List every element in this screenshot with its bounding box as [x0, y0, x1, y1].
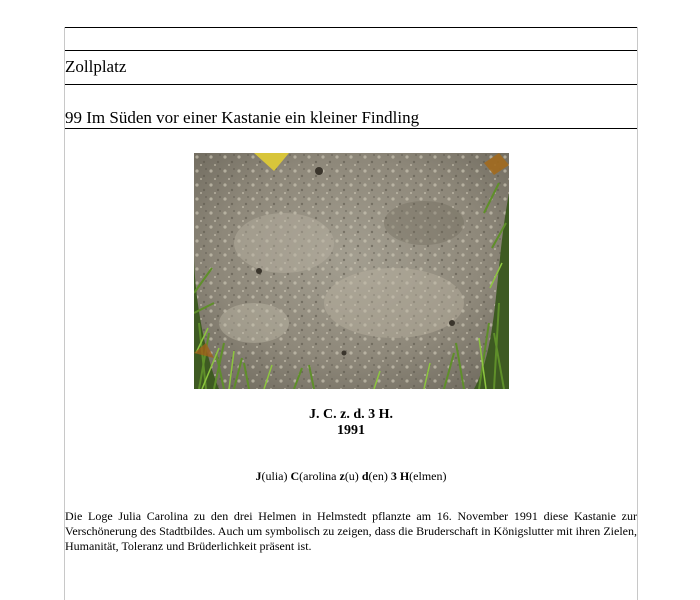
expansion-text-4: (en)	[368, 469, 391, 483]
stone-photo	[194, 153, 509, 389]
inscription	[65, 407, 637, 439]
document-page	[64, 27, 638, 600]
inscription-expansion	[65, 469, 637, 484]
expansion-text-5: (elmen)	[409, 469, 447, 483]
inscription-line-2: 1991	[337, 423, 365, 438]
inscription-line-1: J. C. z. d. 3 H.	[309, 407, 393, 422]
expansion-bold-1: J	[255, 469, 262, 483]
rule-section-top	[65, 50, 637, 51]
expansion-text-1: (ulia)	[261, 469, 291, 483]
expansion-bold-2: C	[290, 469, 300, 483]
expansion-bold-3: z	[339, 469, 345, 483]
expansion-text-2: (arolina	[299, 469, 340, 483]
rule-entry-bottom	[65, 128, 637, 129]
rule-section-bottom	[65, 84, 637, 85]
description-paragraph: Die Loge Julia Carolina zu den drei Helmen in Helmstedt pflanzte am 16. November 1991 diese Kastanie zur Verschönerung des Stadtbildes. Auch um symbolisch zu zeigen, dass die Bruderschaft in Königslutter mit ihren Zielen, Humanität, Toleranz und Brüderlichkeit präsent ist.	[65, 509, 637, 553]
expansion-bold-4: d	[361, 469, 369, 483]
entry-title: 99 Im Süden vor einer Kastanie ein kleiner Findling	[65, 108, 420, 127]
expansion-text-3: (u)	[344, 469, 362, 483]
rule-top	[65, 27, 637, 28]
expansion-bold-5: 3 H	[390, 469, 410, 483]
section-title: Zollplatz	[65, 57, 127, 76]
